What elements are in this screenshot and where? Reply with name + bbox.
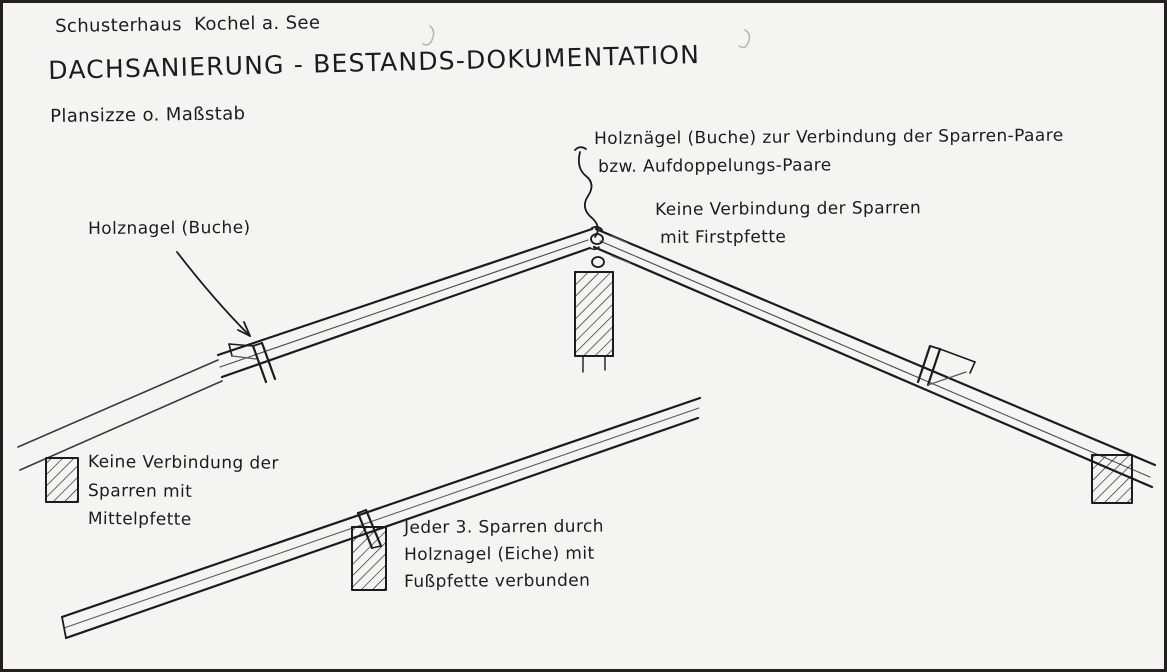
ridge-peg-upper: [591, 234, 603, 244]
annotation-holznagel-buche: Holznagel (Buche): [88, 217, 251, 239]
middle-purlin-left-section: [46, 458, 78, 502]
scanned-sketch-page: Schusterhaus Kochel a. See DACHSANIERUNG - BESTANDS-DOKUMENTATION Plansizze o. Maßstab Holznagel (Buche) Holznägel (Buche) zur Verbindung der Sparren-Paare bzw. Aufdoppelungs-Paare Keine Verbindung der Sparren mit Firstpfette Keine Verbindung der Sparren mit Mittelpfette Jeder 3. Sparren durch Holznagel (Eiche) mit Fußpfette verbunden: [0, 0, 1167, 672]
right-rafter-bottom-edge: [594, 247, 1152, 487]
left-rafter-top-edge: [218, 229, 592, 355]
holznagel-leader-arrow: [177, 252, 250, 336]
ridge-peg-lower: [592, 257, 604, 267]
right-rafter-peg: [918, 346, 930, 382]
left-rafter-doubling-line: [220, 240, 588, 367]
left-rafter-bottom-edge: [222, 248, 590, 377]
foot-purlin-section: [352, 527, 386, 590]
page-title: DACHSANIERUNG - BESTANDS-DOKUMENTATION: [48, 40, 701, 85]
right-rafter-top-edge: [596, 229, 1155, 465]
page-subtitle: Plansizze o. Maßstab: [50, 103, 246, 127]
middle-purlin-guide-upper: [18, 360, 218, 447]
scan-mark-left: [423, 26, 434, 45]
ridge-purlin-section: [575, 272, 613, 356]
right-rafter-doubling-line: [600, 241, 1150, 477]
scan-mark-right: [739, 30, 749, 47]
purlin-right-section: [1092, 455, 1132, 503]
ridge-peg-leader: [579, 152, 598, 237]
location-line: Schusterhaus Kochel a. See: [55, 12, 321, 37]
